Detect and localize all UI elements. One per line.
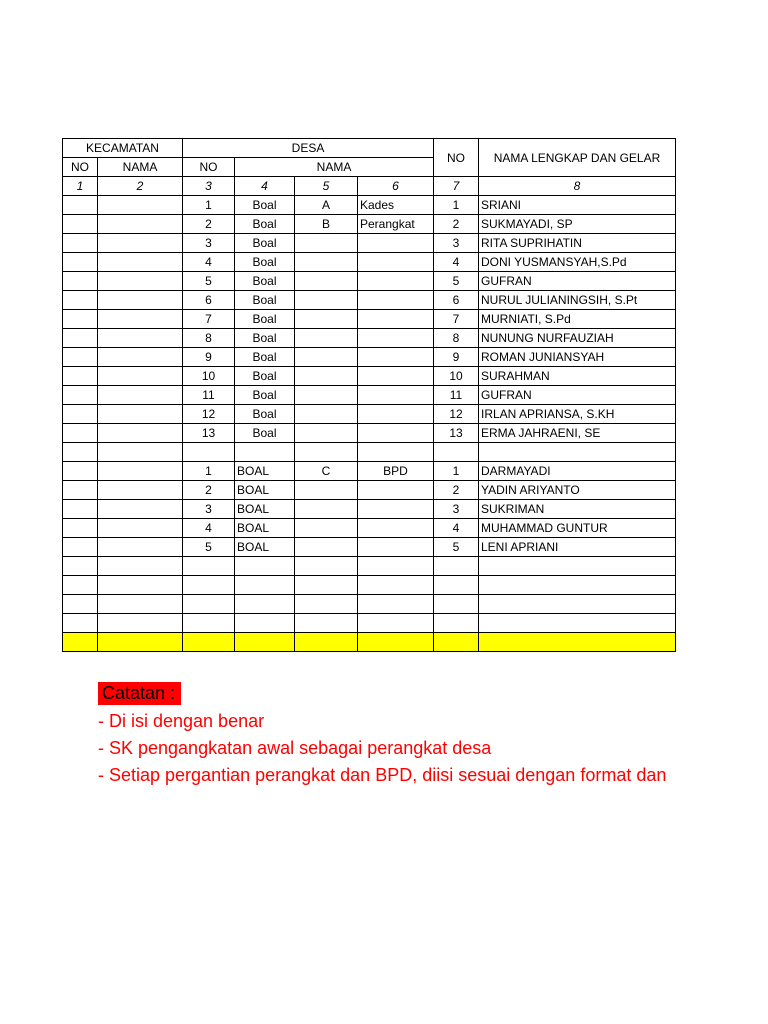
cell-nama	[479, 614, 676, 633]
cell-desa-no	[183, 595, 235, 614]
header-kec-no: NO	[63, 158, 98, 177]
note-line: - Setiap pergantian perangkat dan BPD, diisi sesuai dengan format dan	[98, 765, 667, 785]
cell-desa-no	[183, 614, 235, 633]
cell-col5	[295, 424, 358, 443]
cell-nama: GUFRAN	[479, 272, 676, 291]
cell-kec-no	[63, 614, 98, 633]
cell-nama	[479, 576, 676, 595]
cell-nama	[479, 557, 676, 576]
cell-kec-no	[63, 367, 98, 386]
cell-col6: BPD	[358, 462, 434, 481]
cell-desa-nama: BOAL	[235, 500, 295, 519]
cell-no: 5	[434, 272, 479, 291]
cell-col6	[358, 538, 434, 557]
cell-nama: DONI YUSMANSYAH,S.Pd	[479, 253, 676, 272]
col-number: 7	[434, 177, 479, 196]
table-row	[63, 519, 676, 538]
cell-desa-nama: Boal	[235, 234, 295, 253]
cell-kec-nama	[98, 234, 183, 253]
header-row-1	[63, 139, 676, 158]
cell-desa-no: 2	[183, 215, 235, 234]
cell-desa-nama: Boal	[235, 386, 295, 405]
cell-kec-nama	[98, 443, 183, 462]
cell-desa-nama	[235, 633, 295, 652]
cell-col5	[295, 253, 358, 272]
cell-col5	[295, 367, 358, 386]
cell-col6	[358, 329, 434, 348]
cell-col5	[295, 272, 358, 291]
cell-col6	[358, 386, 434, 405]
cell-desa-nama: Boal	[235, 348, 295, 367]
cell-desa-nama: Boal	[235, 215, 295, 234]
cell-col5	[295, 576, 358, 595]
cell-col6	[358, 405, 434, 424]
cell-desa-no: 5	[183, 538, 235, 557]
cell-desa-no	[183, 443, 235, 462]
cell-no	[434, 595, 479, 614]
personnel-table	[62, 138, 676, 652]
cell-desa-no: 12	[183, 405, 235, 424]
table-row	[63, 310, 676, 329]
cell-col6	[358, 576, 434, 595]
table-row-highlighted	[63, 633, 676, 652]
cell-no: 13	[434, 424, 479, 443]
table-row	[63, 367, 676, 386]
cell-col6	[358, 614, 434, 633]
cell-col5: C	[295, 462, 358, 481]
table-body	[63, 139, 676, 652]
cell-kec-no	[63, 538, 98, 557]
table-row	[63, 196, 676, 215]
cell-no: 6	[434, 291, 479, 310]
cell-kec-nama	[98, 310, 183, 329]
cell-nama	[479, 443, 676, 462]
cell-col5	[295, 595, 358, 614]
cell-desa-no: 9	[183, 348, 235, 367]
cell-no	[434, 443, 479, 462]
cell-desa-nama: Boal	[235, 405, 295, 424]
cell-no: 1	[434, 462, 479, 481]
table-row	[63, 595, 676, 614]
cell-no	[434, 576, 479, 595]
cell-no: 4	[434, 253, 479, 272]
cell-col6	[358, 424, 434, 443]
cell-desa-no: 11	[183, 386, 235, 405]
cell-nama	[479, 595, 676, 614]
cell-kec-no	[63, 291, 98, 310]
notes-title: Catatan :	[98, 682, 181, 705]
cell-col6	[358, 348, 434, 367]
cell-desa-no: 8	[183, 329, 235, 348]
cell-nama: IRLAN APRIANSA, S.KH	[479, 405, 676, 424]
col-number: 6	[358, 177, 434, 196]
cell-nama: NUNUNG NURFAUZIAH	[479, 329, 676, 348]
cell-desa-nama: Boal	[235, 310, 295, 329]
header-nama-lengkap: NAMA LENGKAP DAN GELAR	[479, 139, 676, 177]
cell-nama: RITA SUPRIHATIN	[479, 234, 676, 253]
cell-nama: ROMAN JUNIANSYAH	[479, 348, 676, 367]
col-number: 3	[183, 177, 235, 196]
cell-kec-nama	[98, 519, 183, 538]
cell-desa-no: 1	[183, 196, 235, 215]
cell-col6	[358, 291, 434, 310]
cell-no	[434, 633, 479, 652]
cell-kec-nama	[98, 405, 183, 424]
cell-col6: Perangkat	[358, 215, 434, 234]
cell-nama: SRIANI	[479, 196, 676, 215]
cell-desa-nama: Boal	[235, 196, 295, 215]
cell-col6	[358, 310, 434, 329]
cell-kec-nama	[98, 481, 183, 500]
cell-kec-nama	[98, 329, 183, 348]
cell-col6	[358, 234, 434, 253]
header-desa-nama: NAMA	[235, 158, 434, 177]
note-line: - SK pengangkatan awal sebagai perangkat desa	[98, 738, 492, 758]
cell-desa-no: 3	[183, 234, 235, 253]
cell-nama: SURAHMAN	[479, 367, 676, 386]
cell-kec-nama	[98, 386, 183, 405]
table-row	[63, 215, 676, 234]
cell-desa-no: 2	[183, 481, 235, 500]
cell-no: 7	[434, 310, 479, 329]
cell-col6	[358, 500, 434, 519]
table-row	[63, 538, 676, 557]
cell-col5	[295, 348, 358, 367]
cell-col6	[358, 253, 434, 272]
cell-col6: Kades	[358, 196, 434, 215]
cell-col5	[295, 557, 358, 576]
cell-kec-no	[63, 253, 98, 272]
cell-desa-nama: Boal	[235, 329, 295, 348]
cell-kec-no	[63, 481, 98, 500]
cell-nama: GUFRAN	[479, 386, 676, 405]
cell-kec-no	[63, 519, 98, 538]
col-number: 2	[98, 177, 183, 196]
cell-desa-nama: Boal	[235, 253, 295, 272]
cell-kec-no	[63, 595, 98, 614]
cell-desa-nama	[235, 614, 295, 633]
table-row	[63, 557, 676, 576]
cell-kec-no	[63, 633, 98, 652]
cell-no: 8	[434, 329, 479, 348]
cell-col6	[358, 519, 434, 538]
cell-col5	[295, 633, 358, 652]
cell-col5	[295, 386, 358, 405]
table-row	[63, 291, 676, 310]
cell-desa-no: 13	[183, 424, 235, 443]
cell-no: 1	[434, 196, 479, 215]
column-number-row	[63, 177, 676, 196]
cell-nama: SUKMAYADI, SP	[479, 215, 676, 234]
cell-no: 12	[434, 405, 479, 424]
table-row	[63, 481, 676, 500]
cell-col6	[358, 595, 434, 614]
cell-col5	[295, 310, 358, 329]
cell-kec-nama	[98, 424, 183, 443]
cell-kec-nama	[98, 348, 183, 367]
cell-desa-no: 7	[183, 310, 235, 329]
cell-nama: SUKRIMAN	[479, 500, 676, 519]
cell-kec-no	[63, 234, 98, 253]
cell-col5	[295, 538, 358, 557]
cell-col5: B	[295, 215, 358, 234]
header-kecamatan: KECAMATAN	[63, 139, 183, 158]
cell-no: 10	[434, 367, 479, 386]
cell-nama: DARMAYADI	[479, 462, 676, 481]
table-row	[63, 424, 676, 443]
cell-kec-no	[63, 196, 98, 215]
cell-col5	[295, 329, 358, 348]
table-row	[63, 500, 676, 519]
cell-desa-nama: BOAL	[235, 481, 295, 500]
cell-kec-no	[63, 405, 98, 424]
cell-nama: ERMA JAHRAENI, SE	[479, 424, 676, 443]
cell-nama: MUHAMMAD GUNTUR	[479, 519, 676, 538]
cell-kec-no	[63, 576, 98, 595]
cell-desa-no: 6	[183, 291, 235, 310]
cell-kec-nama	[98, 500, 183, 519]
table-row	[63, 462, 676, 481]
cell-desa-no	[183, 633, 235, 652]
col-number: 5	[295, 177, 358, 196]
cell-desa-no: 1	[183, 462, 235, 481]
cell-desa-no	[183, 557, 235, 576]
cell-col6	[358, 557, 434, 576]
cell-kec-nama	[98, 462, 183, 481]
col-number: 8	[479, 177, 676, 196]
cell-desa-nama	[235, 557, 295, 576]
table-row	[63, 405, 676, 424]
cell-desa-nama: Boal	[235, 424, 295, 443]
cell-kec-no	[63, 386, 98, 405]
table-row	[63, 272, 676, 291]
cell-kec-nama	[98, 576, 183, 595]
cell-nama: NURUL JULIANINGSIH, S.Pt	[479, 291, 676, 310]
cell-desa-no: 5	[183, 272, 235, 291]
cell-col5	[295, 405, 358, 424]
cell-kec-nama	[98, 215, 183, 234]
cell-desa-nama: Boal	[235, 272, 295, 291]
cell-col5	[295, 291, 358, 310]
cell-col5: A	[295, 196, 358, 215]
cell-no	[434, 557, 479, 576]
cell-col5	[295, 614, 358, 633]
cell-nama	[479, 633, 676, 652]
cell-kec-no	[63, 557, 98, 576]
note-line: - Di isi dengan benar	[98, 711, 265, 731]
cell-desa-nama: Boal	[235, 367, 295, 386]
cell-desa-nama	[235, 576, 295, 595]
cell-nama: LENI APRIANI	[479, 538, 676, 557]
cell-kec-nama	[98, 538, 183, 557]
cell-desa-no: 4	[183, 253, 235, 272]
header-no: NO	[434, 139, 479, 177]
cell-kec-nama	[98, 272, 183, 291]
cell-kec-no	[63, 348, 98, 367]
cell-kec-nama	[98, 633, 183, 652]
table-row	[63, 329, 676, 348]
cell-no: 9	[434, 348, 479, 367]
cell-kec-nama	[98, 253, 183, 272]
cell-no	[434, 614, 479, 633]
header-desa: DESA	[183, 139, 434, 158]
cell-desa-no: 3	[183, 500, 235, 519]
table-row	[63, 576, 676, 595]
cell-col6	[358, 481, 434, 500]
cell-desa-no: 10	[183, 367, 235, 386]
cell-col6	[358, 633, 434, 652]
table-row	[63, 253, 676, 272]
cell-desa-nama	[235, 443, 295, 462]
cell-kec-nama	[98, 614, 183, 633]
cell-col5	[295, 443, 358, 462]
table-row	[63, 348, 676, 367]
cell-no: 4	[434, 519, 479, 538]
cell-desa-no: 4	[183, 519, 235, 538]
col-number: 1	[63, 177, 98, 196]
cell-desa-nama: Boal	[235, 291, 295, 310]
cell-kec-no	[63, 272, 98, 291]
cell-kec-nama	[98, 367, 183, 386]
cell-desa-nama: BOAL	[235, 519, 295, 538]
header-desa-no: NO	[183, 158, 235, 177]
cell-nama: MURNIATI, S.Pd	[479, 310, 676, 329]
notes-section	[98, 682, 666, 789]
table-row	[63, 443, 676, 462]
cell-col5	[295, 481, 358, 500]
cell-no: 5	[434, 538, 479, 557]
cell-desa-nama	[235, 595, 295, 614]
table-row	[63, 614, 676, 633]
cell-kec-no	[63, 329, 98, 348]
cell-kec-no	[63, 424, 98, 443]
cell-nama: YADIN ARIYANTO	[479, 481, 676, 500]
cell-col5	[295, 234, 358, 253]
header-kec-nama: NAMA	[98, 158, 183, 177]
cell-no: 2	[434, 481, 479, 500]
cell-kec-nama	[98, 595, 183, 614]
cell-col6	[358, 367, 434, 386]
cell-kec-no	[63, 443, 98, 462]
cell-no: 3	[434, 500, 479, 519]
cell-kec-no	[63, 462, 98, 481]
cell-desa-nama: BOAL	[235, 462, 295, 481]
cell-no: 2	[434, 215, 479, 234]
cell-kec-no	[63, 310, 98, 329]
cell-col6	[358, 272, 434, 291]
cell-no: 3	[434, 234, 479, 253]
cell-col6	[358, 443, 434, 462]
table-row	[63, 234, 676, 253]
cell-kec-no	[63, 215, 98, 234]
cell-col5	[295, 500, 358, 519]
table-row	[63, 386, 676, 405]
cell-kec-nama	[98, 557, 183, 576]
cell-no: 11	[434, 386, 479, 405]
cell-kec-nama	[98, 291, 183, 310]
cell-desa-no	[183, 576, 235, 595]
cell-kec-no	[63, 500, 98, 519]
col-number: 4	[235, 177, 295, 196]
cell-kec-nama	[98, 196, 183, 215]
cell-desa-nama: BOAL	[235, 538, 295, 557]
cell-col5	[295, 519, 358, 538]
